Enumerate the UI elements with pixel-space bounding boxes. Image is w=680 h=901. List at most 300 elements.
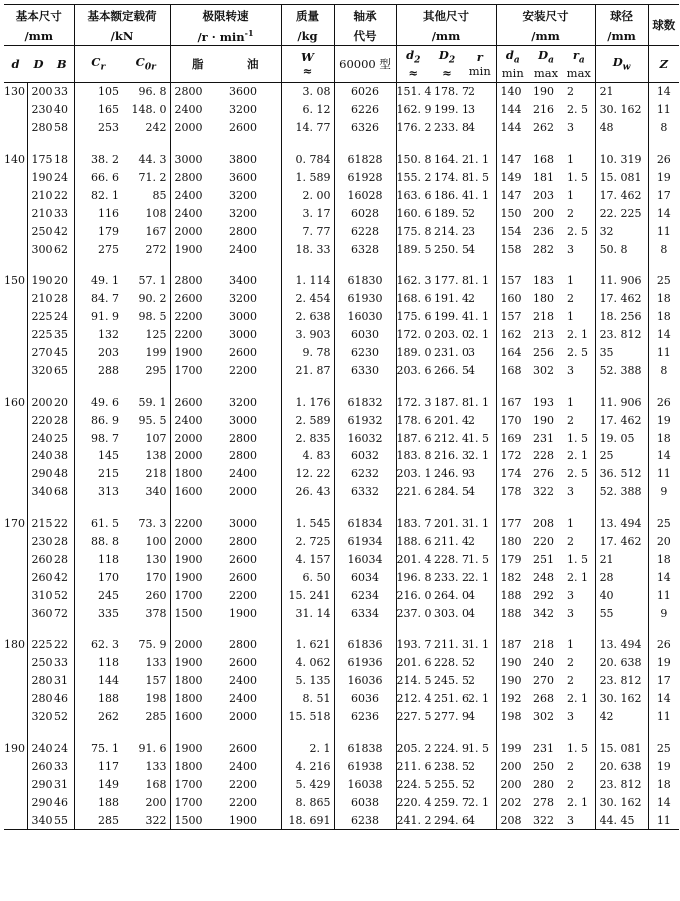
table-cell: 246. 9: [434, 467, 469, 481]
table-cell: 208: [496, 811, 529, 829]
table-cell: 3: [464, 465, 496, 483]
table-cell: 2. 1: [464, 793, 496, 811]
group-separator: [4, 258, 679, 272]
table-row: [4, 740, 679, 758]
table-cell: 6238: [334, 811, 396, 829]
table-cell: 160. 6: [396, 206, 432, 220]
separator-cell: [430, 258, 464, 272]
table-cell: 2400: [225, 672, 281, 690]
table-cell: 52: [50, 708, 74, 726]
table-cell: 44. 3: [122, 151, 170, 169]
table-cell: 1900: [174, 741, 203, 755]
table-cell: 45: [50, 344, 74, 362]
table-cell: 211. 6: [396, 759, 432, 773]
table-cell: 230: [31, 103, 53, 117]
table-cell: 18: [656, 552, 671, 566]
table-cell: 1900: [174, 656, 203, 670]
table-cell: 3000: [225, 411, 281, 429]
table-cell: 214. 2: [434, 224, 469, 238]
table-cell: 2600: [225, 119, 281, 137]
separator-cell: [464, 258, 496, 272]
table-cell: 1. 5: [563, 169, 595, 187]
table-cell: 84. 7: [91, 292, 119, 306]
table-cell: 285: [74, 811, 122, 829]
table-cell: 55: [595, 604, 648, 622]
table-cell: 12. 22: [281, 465, 334, 483]
cell-bore-d: [4, 793, 27, 811]
table-cell: 190: [31, 274, 53, 288]
table-cell: 2: [464, 757, 496, 775]
table-cell: 1. 5: [464, 169, 496, 187]
table-cell: 2. 5: [563, 222, 595, 240]
separator-cell: [563, 726, 595, 740]
table-cell: 262: [98, 710, 119, 724]
table-cell: 18: [50, 151, 74, 169]
table-cell: 290: [31, 795, 53, 809]
table-cell: 280: [31, 674, 53, 688]
table-cell: 183. 8: [396, 449, 432, 463]
table-cell: 22. 225: [595, 204, 648, 222]
table-cell: 189. 5: [396, 242, 432, 256]
table-cell: 216. 0: [396, 588, 432, 602]
table-cell: 61832: [334, 393, 396, 411]
separator-cell: [430, 726, 464, 740]
table-cell: 42: [50, 568, 74, 586]
separator-cell: [225, 726, 281, 740]
table-cell: 1700: [174, 588, 203, 602]
table-cell: 40: [50, 101, 74, 119]
table-cell: 2000: [174, 535, 203, 549]
table-cell: 262: [533, 121, 555, 135]
table-cell: 4: [464, 119, 496, 137]
table-cell: 33: [50, 654, 74, 672]
table-cell: 198: [500, 710, 522, 724]
table-cell: 200: [500, 777, 522, 791]
table-cell: 23. 812: [595, 775, 648, 793]
separator-cell: [648, 258, 679, 272]
table-cell: 30. 162: [595, 101, 648, 119]
table-cell: 1900: [174, 552, 203, 566]
table-cell: 1600: [174, 485, 203, 499]
table-cell: 1: [563, 186, 595, 204]
table-cell: 2: [563, 672, 595, 690]
table-cell: 288: [98, 363, 119, 377]
separator-cell: [74, 501, 122, 515]
table-cell: 168: [122, 775, 170, 793]
table-cell: 220: [31, 413, 53, 427]
table-cell: 1800: [174, 674, 203, 688]
table-cell: 1700: [174, 795, 203, 809]
table-cell: 32: [595, 222, 648, 240]
table-row: [4, 636, 679, 654]
table-cell: 2: [464, 411, 496, 429]
cell-bore-d: [4, 169, 27, 187]
table-cell: 15. 241: [281, 586, 334, 604]
separator-cell: [595, 622, 648, 636]
table-cell: 26: [656, 153, 671, 167]
table-cell: 2. 1: [464, 690, 496, 708]
table-cell: 1700: [174, 777, 203, 791]
table-cell: 2000: [174, 431, 203, 445]
table-cell: 2800: [225, 222, 281, 240]
table-cell: 20: [656, 535, 671, 549]
table-cell: 2800: [174, 171, 203, 184]
table-cell: 264. 0: [434, 588, 469, 602]
table-row: [4, 308, 679, 326]
table-cell: 18: [656, 431, 671, 445]
table-cell: 91. 6: [122, 740, 170, 758]
table-cell: 2. 1: [563, 326, 595, 344]
separator-cell: [529, 622, 563, 636]
table-cell: 1. 1: [464, 151, 496, 169]
table-cell: 162: [500, 328, 522, 342]
col-series: 60000 型: [334, 46, 396, 83]
table-cell: 17: [656, 674, 671, 688]
unit-load: /kN: [74, 27, 170, 46]
header-other: 其他尺寸: [396, 5, 496, 28]
table-cell: 2. 5: [563, 101, 595, 119]
table-cell: 1900: [225, 604, 281, 622]
col-d: d: [4, 46, 27, 83]
table-cell: 6230: [334, 344, 396, 362]
cell-bore-d: [4, 447, 27, 465]
table-cell: 61836: [334, 636, 396, 654]
cell-bore-d: 170: [4, 515, 27, 533]
table-cell: 295: [122, 361, 170, 379]
table-cell: 2: [464, 204, 496, 222]
separator-cell: [595, 379, 648, 393]
table-cell: 61928: [334, 169, 396, 187]
table-cell: 250: [31, 656, 53, 670]
table-cell: 33: [50, 204, 74, 222]
separator-cell: [50, 258, 74, 272]
table-cell: 72: [50, 604, 74, 622]
table-cell: 1. 5: [464, 550, 496, 568]
table-cell: 33: [50, 83, 74, 101]
separator-cell: [27, 501, 50, 515]
separator-cell: [648, 726, 679, 740]
table-row: [4, 672, 679, 690]
table-cell: 16036: [334, 672, 396, 690]
table-cell: 238. 5: [434, 759, 469, 773]
table-cell: 3200: [225, 204, 281, 222]
table-cell: 181: [533, 171, 555, 184]
table-cell: 6330: [334, 361, 396, 379]
table-cell: 17. 462: [595, 411, 648, 429]
separator-cell: [122, 258, 170, 272]
table-cell: 266. 5: [434, 363, 469, 377]
cell-bore-d: [4, 690, 27, 708]
table-cell: 3: [563, 483, 595, 501]
table-cell: 200: [31, 85, 53, 99]
table-cell: 231. 0: [434, 346, 469, 360]
table-cell: 73. 3: [122, 515, 170, 533]
table-cell: 144: [500, 103, 522, 117]
table-cell: 193: [533, 395, 555, 409]
table-cell: 2200: [225, 775, 281, 793]
table-cell: 132: [98, 328, 119, 342]
table-cell: 340: [27, 811, 50, 829]
table-cell: 25: [656, 741, 671, 755]
table-cell: 2600: [225, 550, 281, 568]
table-cell: 190: [500, 674, 522, 688]
table-cell: 189. 0: [396, 346, 432, 360]
table-cell: 303. 0: [434, 606, 469, 620]
table-cell: 61934: [334, 533, 396, 551]
table-cell: 240: [31, 741, 53, 755]
cell-bore-d: [4, 411, 27, 429]
table-cell: 1. 621: [281, 636, 334, 654]
separator-cell: [281, 622, 334, 636]
table-cell: 2400: [174, 103, 203, 117]
table-row: [4, 586, 679, 604]
table-row: [4, 515, 679, 533]
table-row: [4, 240, 679, 258]
table-cell: 228: [533, 449, 555, 463]
table-cell: 2: [464, 533, 496, 551]
table-cell: 118: [98, 656, 119, 670]
table-row: [4, 411, 679, 429]
table-cell: 163. 6: [396, 188, 432, 202]
table-cell: 2. 454: [281, 290, 334, 308]
table-cell: 2400: [174, 188, 203, 202]
separator-cell: [281, 379, 334, 393]
table-cell: 1900: [174, 346, 203, 360]
table-cell: 116: [98, 206, 119, 220]
separator-cell: [529, 501, 563, 515]
table-cell: 193. 7: [396, 638, 432, 652]
separator-cell: [563, 258, 595, 272]
table-cell: 280: [31, 121, 53, 135]
table-cell: 8. 51: [281, 690, 334, 708]
table-cell: 11: [656, 588, 671, 602]
table-cell: 26: [656, 395, 671, 409]
table-cell: 25: [656, 274, 671, 288]
table-cell: 188: [98, 692, 119, 706]
table-cell: 95. 5: [122, 411, 170, 429]
table-cell: 26. 43: [281, 483, 334, 501]
table-cell: 2: [563, 654, 595, 672]
table-cell: 1: [563, 393, 595, 411]
table-cell: 4: [464, 586, 496, 604]
table-cell: 38: [50, 447, 74, 465]
table-cell: 19: [656, 171, 671, 184]
separator-cell: [464, 379, 496, 393]
separator-cell: [170, 501, 225, 515]
table-cell: 22: [50, 636, 74, 654]
table-cell: 168: [533, 153, 555, 167]
table-cell: 1. 5: [563, 740, 595, 758]
table-cell: 61830: [334, 272, 396, 290]
table-cell: 82. 1: [91, 188, 119, 202]
table-cell: 322: [533, 485, 555, 499]
table-cell: 2000: [225, 708, 281, 726]
table-cell: 28: [50, 533, 74, 551]
table-cell: 3: [464, 222, 496, 240]
table-cell: 58: [50, 119, 74, 137]
table-cell: 3: [563, 604, 595, 622]
table-cell: 52. 388: [595, 483, 648, 501]
table-cell: 2: [563, 204, 595, 222]
table-cell: 172: [500, 449, 522, 463]
table-cell: 2600: [225, 344, 281, 362]
table-cell: 225: [31, 310, 53, 324]
table-row: [4, 811, 679, 829]
table-cell: 231: [533, 741, 555, 755]
separator-cell: [225, 379, 281, 393]
unit-mass: /kg: [281, 27, 334, 46]
table-cell: 183. 7: [396, 517, 432, 531]
table-cell: 18. 33: [281, 240, 334, 258]
table-cell: 192: [500, 692, 522, 706]
separator-cell: [464, 137, 496, 151]
table-cell: 210: [31, 292, 53, 306]
table-cell: 57. 1: [122, 272, 170, 290]
separator-cell: [50, 726, 74, 740]
table-cell: 3600: [225, 83, 281, 101]
table-cell: 167: [122, 222, 170, 240]
table-cell: 199. 1: [434, 103, 469, 117]
table-cell: 148. 0: [122, 101, 170, 119]
table-cell: 28: [50, 290, 74, 308]
table-cell: 1. 589: [281, 169, 334, 187]
separator-cell: [396, 622, 430, 636]
table-cell: 200: [122, 793, 170, 811]
table-cell: 2400: [174, 206, 203, 220]
table-cell: 178. 6: [396, 413, 432, 427]
col-W: W ≈: [281, 46, 334, 83]
table-cell: 2: [563, 411, 595, 429]
table-cell: 277. 9: [434, 710, 469, 724]
table-cell: 10. 319: [595, 151, 648, 169]
table-cell: 3200: [225, 290, 281, 308]
separator-cell: [74, 622, 122, 636]
table-cell: 90. 2: [122, 290, 170, 308]
table-cell: 3: [563, 811, 595, 829]
table-cell: 157: [500, 274, 522, 288]
table-cell: 46: [50, 793, 74, 811]
table-cell: 1. 1: [464, 515, 496, 533]
cell-bore-d: [4, 101, 27, 119]
table-cell: 1900: [174, 242, 203, 256]
table-cell: 2200: [225, 361, 281, 379]
separator-cell: [563, 379, 595, 393]
table-cell: 25: [656, 517, 671, 531]
table-cell: 1: [563, 636, 595, 654]
table-cell: 218: [122, 465, 170, 483]
separator-cell: [496, 379, 529, 393]
table-cell: 203: [98, 346, 119, 360]
table-cell: 2400: [225, 690, 281, 708]
table-cell: 1: [563, 308, 595, 326]
table-cell: 1. 1: [464, 393, 496, 411]
table-cell: 290: [31, 777, 53, 791]
separator-cell: [4, 258, 27, 272]
table-row: [4, 775, 679, 793]
table-cell: 65: [50, 361, 74, 379]
table-cell: 66. 6: [91, 171, 119, 184]
unit-other: /mm: [396, 27, 496, 46]
table-cell: 3: [563, 586, 595, 604]
table-cell: 378: [122, 604, 170, 622]
table-cell: 125: [122, 326, 170, 344]
table-cell: 168: [500, 363, 522, 377]
table-body: [4, 83, 679, 830]
table-cell: 3: [563, 240, 595, 258]
table-cell: 172. 3: [396, 395, 432, 409]
separator-cell: [281, 258, 334, 272]
table-cell: 8. 865: [281, 793, 334, 811]
table-row: [4, 483, 679, 501]
unit-install: /mm: [496, 27, 595, 46]
table-cell: 158: [500, 242, 522, 256]
table-cell: 9: [660, 606, 668, 620]
table-cell: 313: [98, 485, 119, 499]
separator-cell: [563, 622, 595, 636]
table-row: [4, 465, 679, 483]
table-cell: 2400: [225, 757, 281, 775]
table-cell: 96. 8: [122, 83, 170, 101]
table-cell: 1. 1: [464, 636, 496, 654]
table-cell: 1. 114: [281, 272, 334, 290]
table-cell: 4. 062: [281, 654, 334, 672]
table-cell: 3: [464, 344, 496, 362]
table-cell: 233. 2: [434, 570, 469, 584]
table-cell: 11: [656, 103, 671, 117]
table-cell: 3000: [225, 308, 281, 326]
separator-cell: [334, 501, 396, 515]
table-cell: 225: [31, 638, 53, 652]
table-cell: 2800: [225, 533, 281, 551]
table-cell: 2. 638: [281, 308, 334, 326]
table-cell: 236: [533, 224, 555, 238]
separator-cell: [74, 379, 122, 393]
table-cell: 224. 9: [434, 741, 469, 755]
table-cell: 215: [31, 517, 53, 531]
table-cell: 147: [500, 188, 522, 202]
table-cell: 100: [122, 533, 170, 551]
table-cell: 150: [500, 206, 522, 220]
table-cell: 227. 5: [396, 710, 432, 724]
table-cell: 68: [50, 483, 74, 501]
table-row: [4, 447, 679, 465]
table-cell: 322: [122, 811, 170, 829]
table-cell: 17. 462: [595, 290, 648, 308]
cell-bore-d: [4, 811, 27, 829]
table-cell: 8: [660, 121, 668, 135]
table-cell: 2800: [225, 447, 281, 465]
table-row: [4, 83, 679, 101]
table-cell: 4: [464, 361, 496, 379]
table-cell: 35: [595, 344, 648, 362]
table-cell: 18: [656, 310, 671, 324]
table-row: [4, 393, 679, 411]
table-cell: 11: [656, 710, 671, 724]
cell-bore-d: [4, 465, 27, 483]
separator-cell: [122, 501, 170, 515]
separator-cell: [50, 137, 74, 151]
table-cell: 1. 5: [563, 429, 595, 447]
col-Z: Z: [648, 46, 679, 83]
table-cell: 52: [50, 586, 74, 604]
table-cell: 35: [50, 326, 74, 344]
table-cell: 3400: [225, 272, 281, 290]
table-cell: 151. 4: [396, 85, 432, 99]
separator-cell: [281, 137, 334, 151]
table-cell: 16030: [334, 308, 396, 326]
table-cell: 2200: [174, 517, 203, 531]
table-cell: 6. 50: [281, 568, 334, 586]
